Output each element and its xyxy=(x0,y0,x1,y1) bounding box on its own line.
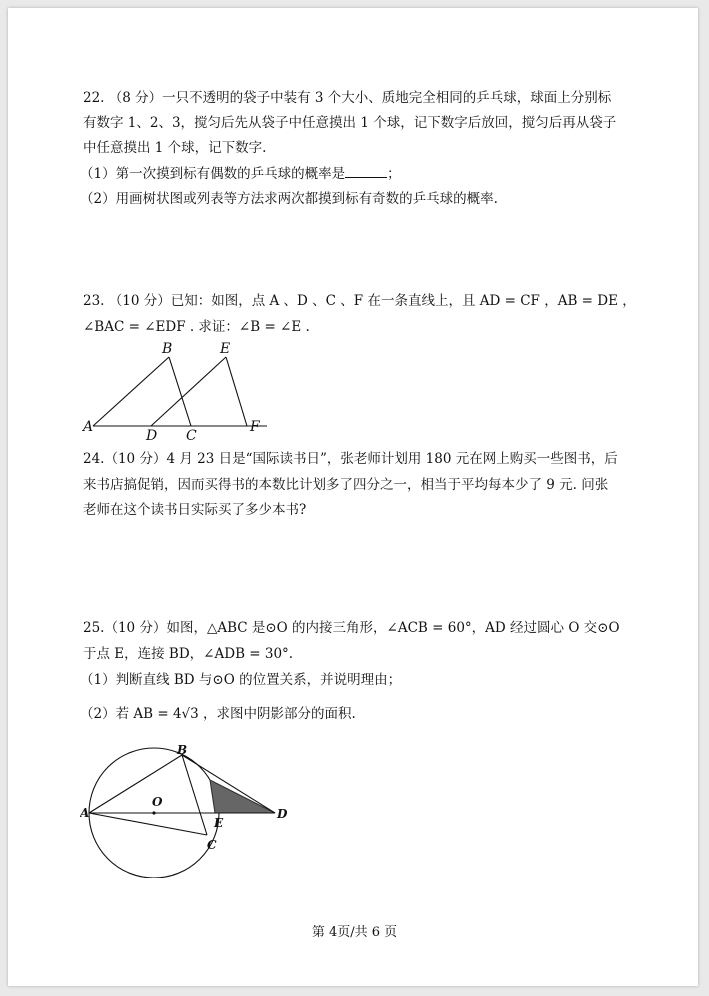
q25-figure xyxy=(80,738,300,878)
q22-part-1-text: （1）第一次摸到标有偶数的乒乓球的概率是 xyxy=(80,166,346,182)
q23-label-c: C xyxy=(186,428,197,444)
q23-segment-ab xyxy=(93,357,169,426)
q24-line-1: 24.（10 分）4 月 23 日是“国际读书日”，张老师计划用 180 元在网上购买一些图书，后 xyxy=(83,451,618,467)
q22-part-1 xyxy=(80,164,665,183)
q25-shaded-region xyxy=(210,780,275,813)
q23-segment-de xyxy=(151,357,226,426)
q25-line-1: 25.（10 分）如图，△ABC 是⊙O 的内接三角形，∠ACB = 60°，AD 经过圆心 O 交⊙O xyxy=(83,620,620,636)
q23-label-f: F xyxy=(250,419,260,435)
q24-line-2: 来书店搞促销，因而买得书的本数比计划多了四分之一，相当于平均每本少了 9 元. 问张 xyxy=(83,477,609,493)
q23-line-1: 23. （10 分）已知：如图，点 A 、D 、C 、F 在一条直线上，且 AD = CF ，AB = DE ， xyxy=(83,293,636,309)
q25-segment-ac xyxy=(89,813,207,835)
q25-segment-bc xyxy=(182,755,207,835)
q23-label-d: D xyxy=(146,428,158,444)
q22-line-2: 有数字 1、2、3，搅匀后先从袋子中任意摸出 1 个球，记下数字后放回，搅匀后再从袋子 xyxy=(83,115,617,131)
q25-segment-ab xyxy=(89,755,182,813)
q23-figure xyxy=(80,338,280,448)
q24-line-3: 老师在这个读书日实际买了多少本书? xyxy=(83,502,307,518)
q25-label-a: A xyxy=(80,806,90,820)
q25-part-1: （1）判断直线 BD 与⊙O 的位置关系，并说明理由； xyxy=(80,672,402,688)
answer-blank xyxy=(345,164,387,178)
q22-part-1-end: ； xyxy=(387,166,401,182)
q25-center-point xyxy=(152,811,155,814)
q22-line-3: 中任意摸出 1 个球，记下数字. xyxy=(83,140,267,156)
q25-part-2: （2）若 AB = 4√3 ，求图中阴影部分的面积. xyxy=(80,706,356,722)
q25-label-o: O xyxy=(152,795,163,809)
q22-line-1: 22. （8 分）一只不透明的袋子中装有 3 个大小、质地完全相同的乒乓球，球面上分别标 xyxy=(83,90,612,106)
q23-label-b: B xyxy=(162,341,173,357)
q22-part-2: （2）用画树状图或列表等方法求两次都摸到标有奇数的乒乓球的概率. xyxy=(80,191,498,207)
page-footer: 第 4页/共 6 页 xyxy=(311,925,398,940)
q25-label-e: E xyxy=(214,816,224,830)
q25-label-b: B xyxy=(177,743,188,757)
q23-line-2: ∠BAC = ∠EDF . 求证：∠B = ∠E . xyxy=(83,319,310,335)
q25-label-c: C xyxy=(207,838,217,852)
q23-label-a: A xyxy=(83,419,94,435)
q25-label-d: D xyxy=(277,807,288,821)
q23-segment-ef xyxy=(226,357,247,426)
q25-line-2: 于点 E，连接 BD，∠ADB = 30°. xyxy=(83,646,294,662)
q23-label-e: E xyxy=(220,341,231,357)
